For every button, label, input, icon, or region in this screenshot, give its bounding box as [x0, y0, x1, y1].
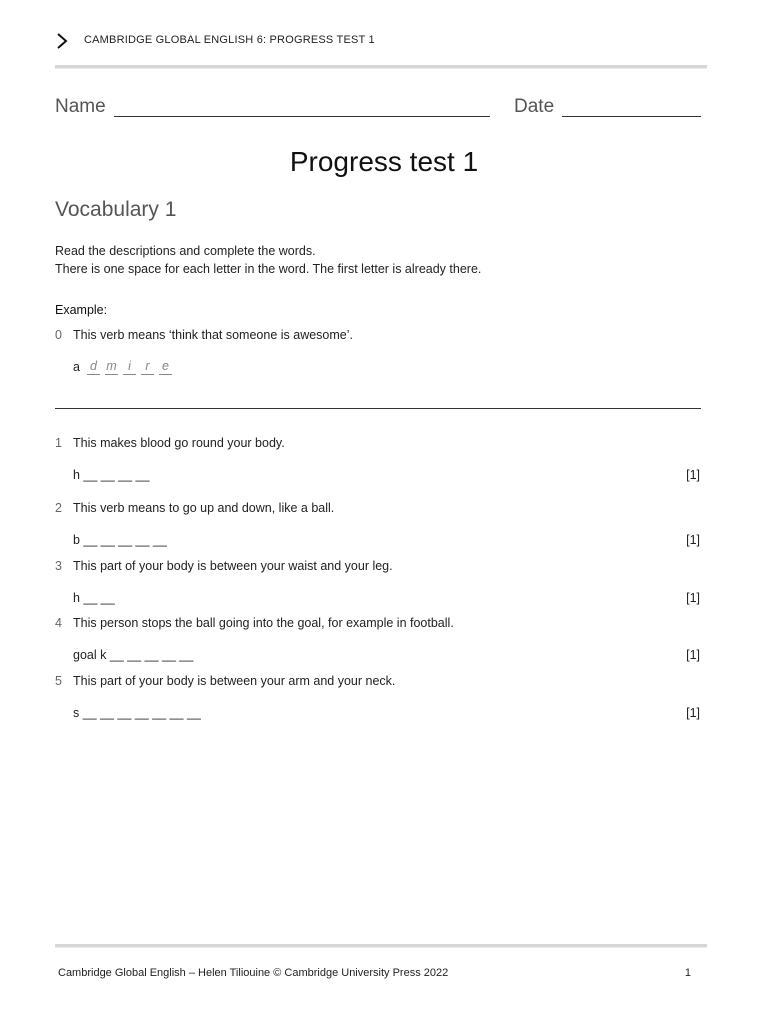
question-number: 4	[55, 616, 62, 630]
question-text: This person stops the ball going into the goal, for example in football.	[73, 616, 454, 630]
example-letter: i	[123, 359, 136, 375]
example-letter: d	[87, 359, 100, 375]
question-text: This part of your body is between your waist and your leg.	[73, 559, 393, 573]
question-number: 2	[55, 501, 62, 515]
page-title: Progress test 1	[289, 146, 479, 177]
question-text: This part of your body is between your arm and your neck.	[73, 674, 396, 688]
answer-blanks[interactable]: goal k __ __ __ __ __	[73, 648, 194, 662]
question-number: 5	[55, 674, 62, 688]
instructions	[55, 242, 481, 278]
answer-blanks[interactable]: s __ __ __ __ __ __ __	[73, 706, 201, 720]
question-number: 3	[55, 559, 62, 573]
header-rule	[55, 65, 707, 69]
example-text: This verb means ‘think that someone is awesome’.	[73, 328, 353, 342]
example-number: 0	[55, 328, 62, 342]
question-mark: [1]	[686, 706, 700, 720]
answer-blanks[interactable]: h __ __ __ __	[73, 468, 150, 482]
question-mark: [1]	[686, 648, 700, 662]
name-field-line[interactable]	[114, 116, 490, 117]
date-label: Date	[514, 96, 555, 117]
question-number: 1	[55, 436, 62, 450]
example-letter: e	[159, 359, 172, 375]
example-first-letter: a	[73, 360, 80, 374]
section-divider	[55, 408, 701, 409]
instruction-line: Read the descriptions and complete the words.	[55, 244, 316, 258]
question-text: This verb means to go up and down, like a ball.	[73, 501, 335, 515]
example-letter: r	[141, 359, 154, 375]
answer-blanks[interactable]: h __ __	[73, 591, 115, 605]
name-label: Name	[55, 96, 106, 117]
chevron-right-icon	[55, 31, 69, 51]
date-field-line[interactable]	[562, 116, 701, 117]
section-title: Vocabulary 1	[55, 198, 177, 221]
answer-blanks[interactable]: b __ __ __ __ __	[73, 533, 167, 547]
question-text: This makes blood go round your body.	[73, 436, 285, 450]
question-mark: [1]	[686, 533, 700, 547]
question-mark: [1]	[686, 468, 700, 482]
footer-copyright: Cambridge Global English – Helen Tiliouine © Cambridge University Press 2022	[58, 967, 449, 979]
footer-rule	[55, 944, 707, 948]
header-title: CAMBRIDGE GLOBAL ENGLISH 6: PROGRESS TEST 1	[84, 34, 375, 46]
example-answer-letters	[87, 359, 177, 375]
page-number: 1	[684, 967, 691, 979]
question-mark: [1]	[686, 591, 700, 605]
example-letter: m	[106, 359, 117, 373]
example-label: Example:	[55, 303, 108, 317]
instruction-line: There is one space for each letter in the word. The first letter is already there.	[55, 262, 482, 276]
